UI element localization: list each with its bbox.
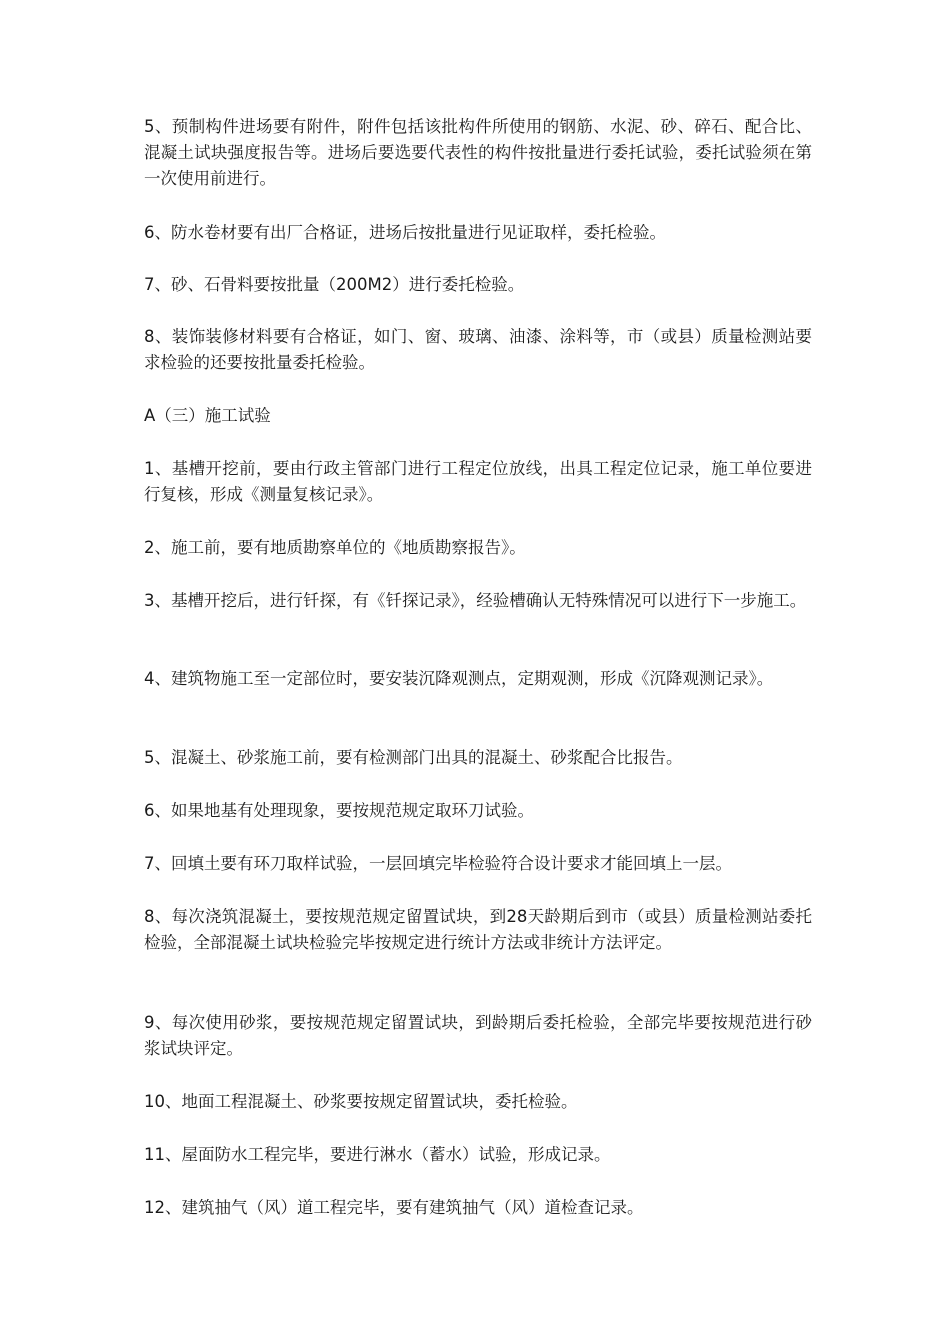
- paragraph-floor-works: 10、地面工程混凝土、砂浆要按规定留置试块，委托检验。: [144, 1092, 578, 1111]
- paragraph-mix-ratio-report: 5、混凝土、砂浆施工前，要有检测部门出具的混凝土、砂浆配合比报告。: [144, 748, 683, 767]
- paragraph-trench-excavation: 1、基槽开挖前，要由行政主管部门进行工程定位放线，出具工程定位记录，施工单位要进行复核，形成《测量复核记录》。: [144, 459, 812, 504]
- paragraph-concrete-specimens: 8、每次浇筑混凝土，要按规范规定留置试块，到28天龄期后到市（或县）质量检测站委托检验，全部混凝土试块检验完毕按规定进行统计方法或非统计方法评定。: [144, 907, 812, 952]
- paragraph-sand-aggregate: 7、砂、石骨料要按批量（200M2）进行委托检验。: [144, 275, 525, 294]
- paragraph-roof-waterproofing: 11、屋面防水工程完毕，要进行淋水（蓄水）试验，形成记录。: [144, 1145, 611, 1164]
- paragraph-mortar-specimens: 9、每次使用砂浆，要按规范规定留置试块，到龄期后委托检验，全部完毕要按规范进行砂浆试块评定。: [144, 1013, 812, 1058]
- paragraph-exhaust-ducts: 12、建筑抽气（风）道工程完毕，要有建筑抽气（风）道检查记录。: [144, 1198, 644, 1217]
- paragraph-backfill: 7、回填土要有环刀取样试验，一层回填完毕检验符合设计要求才能回填上一层。: [144, 854, 732, 873]
- paragraph-decoration-materials: 8、装饰装修材料要有合格证，如门、窗、玻璃、油漆、涂料等，市（或县）质量检测站要求检验的还要按批量委托检验。: [144, 327, 812, 372]
- paragraph-settlement-observation: 4、建筑物施工至一定部位时，要安装沉降观测点，定期观测，形成《沉降观测记录》。: [144, 669, 774, 688]
- paragraph-geological-report: 2、施工前，要有地质勘察单位的《地质勘察报告》。: [144, 538, 526, 557]
- paragraph-probing-record: 3、基槽开挖后，进行钎探，有《钎探记录》，经验槽确认无特殊情况可以进行下一步施工。: [144, 591, 807, 610]
- paragraph-waterproof-membrane: 6、防水卷材要有出厂合格证，进场后按批量进行见证取样，委托检验。: [144, 223, 666, 242]
- section-heading-construction-tests: A（三）施工试验: [144, 406, 271, 425]
- paragraph-precast-components: 5、预制构件进场要有附件，附件包括该批构件所使用的钢筋、水泥、砂、碎石、配合比、混凝土试块强度报告等。进场后要选要代表性的构件按批量进行委托试验，委托试验须在第一次使用前进行。: [144, 117, 812, 188]
- paragraph-foundation-treatment: 6、如果地基有处理现象，要按规范规定取环刀试验。: [144, 801, 534, 820]
